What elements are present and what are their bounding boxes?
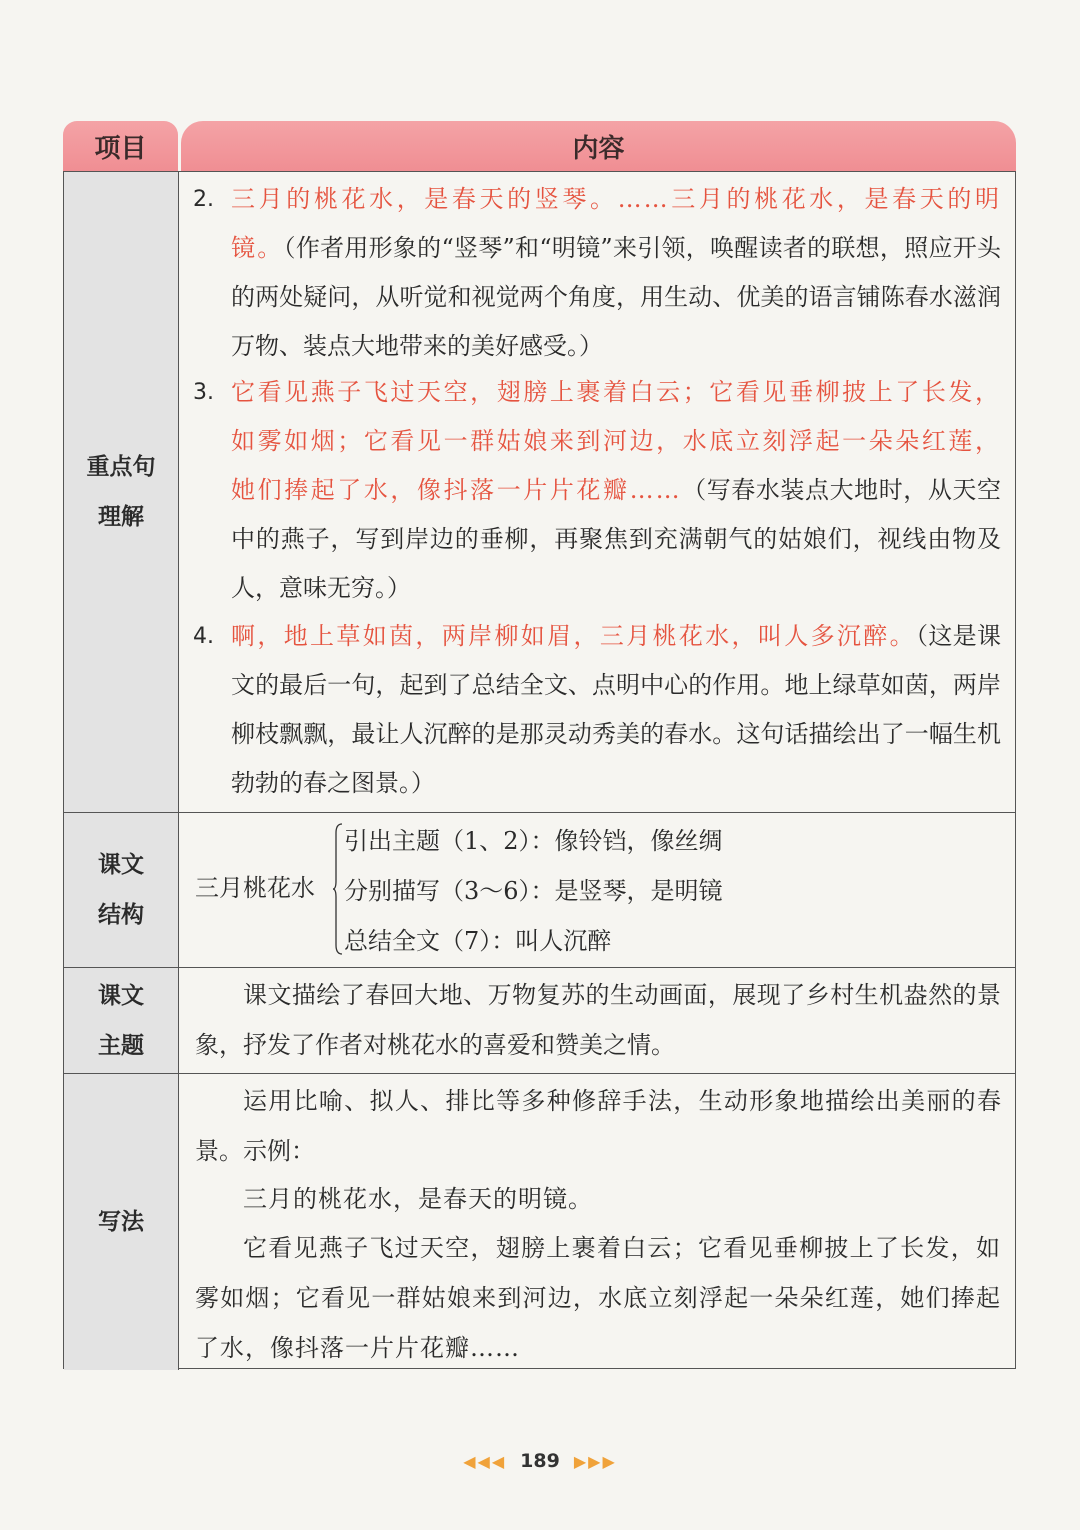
key-sentence-item — [193, 175, 1001, 371]
label-line: 主题 — [98, 1032, 144, 1059]
theme-text: 课文描绘了春回大地、万物复苏的生动画面，展现了乡村生机盎然的景象，抒发了作者对桃花水的喜爱和赞美之情。 — [195, 981, 1001, 1059]
row-label — [64, 172, 179, 812]
key-sentence-item — [193, 368, 1001, 613]
row-label — [64, 813, 179, 967]
structure-line: 总结全文（7）：叫人沉醉 — [344, 927, 612, 955]
writing-example: 三月的桃花水，是春天的明镜。 — [243, 1185, 593, 1213]
row-theme — [64, 968, 1015, 1074]
key-sentence-highlight: 啊，地上草如茵，两岸柳如眉，三月桃花水，叫人多沉醉。 — [231, 622, 916, 650]
row-content — [181, 1074, 1015, 1370]
next-arrows-icon: ▶▶▶ — [573, 1451, 617, 1471]
item-number: 2. — [193, 187, 214, 212]
key-sentence-note: （作者用形象的“竖琴”和“明镜”来引领，唤醒读者的联想，照应开头的两处疑问，从听觉和视觉两个角度，用生动、优美的语言铺陈春水滋润万物、装点大地带来的美好感受。） — [231, 234, 1002, 360]
header-item-column: 项目 — [63, 121, 178, 171]
row-content — [181, 172, 1015, 812]
structure-line: 分别描写（3～6）：是竖琴，是明镜 — [344, 877, 723, 905]
prev-arrows-icon: ◀◀◀ — [463, 1451, 507, 1471]
structure-line: 引出主题（1、2）：像铃铛，像丝绸 — [344, 827, 723, 855]
label-line: 结构 — [98, 902, 144, 928]
brace-icon — [333, 823, 343, 955]
key-sentence-note: （这是课文的最后一句，起到了总结全文、点明中心的作用。地上绿草如茵，两岸柳枝飘飘，最让人沉醉的是那灵动秀美的春水。这句话描绘出了一幅生机勃勃的春之图景。） — [231, 622, 1002, 797]
writing-intro: 运用比喻、拟人、排比等多种修辞手法，生动形象地描绘出美丽的春景。示例： — [195, 1087, 1001, 1165]
writing-example: 它看见燕子飞过天空，翅膀上裹着白云；它看见垂柳披上了长发，如雾如烟；它看见一群姑娘来到河边，水底立刻浮起一朵朵红莲，她们捧起了水，像抖落一片片花瓣…… — [195, 1234, 1001, 1362]
row-label — [64, 968, 179, 1073]
row-key-sentences — [64, 172, 1015, 813]
key-sentence-item — [193, 612, 1001, 808]
label-line: 课文 — [98, 852, 144, 878]
structure-title: 三月桃花水 — [195, 874, 315, 902]
label-line: 重点句 — [86, 454, 156, 480]
key-sentence-highlight: 它看见燕子飞过天空，翅膀上裹着白云；它看见垂柳披上了长发，如雾如烟；它看见一群姑娘来到河边，水底立刻浮起一朵朵红莲，她们捧起了水，像抖落一片片花瓣…… — [231, 378, 1001, 504]
header-content-column: 内容 — [181, 121, 1016, 171]
summary-table — [63, 171, 1016, 1369]
page-footer — [0, 1444, 1080, 1478]
key-sentence-highlight: 三月的桃花水，是春天的竖琴。……三月的桃花水，是春天的明镜。 — [231, 185, 1001, 262]
row-content — [181, 968, 1015, 1073]
item-number: 4. — [193, 624, 214, 649]
row-writing — [64, 1074, 1015, 1370]
label-line: 理解 — [98, 504, 144, 530]
item-number: 3. — [193, 380, 214, 405]
page-number: 189 — [520, 1450, 560, 1472]
row-content — [181, 813, 1015, 967]
label-line: 写法 — [98, 1209, 144, 1235]
label-line: 课文 — [98, 982, 144, 1009]
key-sentence-note: （写春水装点大地时，从天空中的燕子，写到岸边的垂柳，再聚焦到充满朝气的姑娘们，视线由物及人，意味无穷。） — [231, 476, 1002, 602]
row-structure — [64, 813, 1015, 968]
row-label — [64, 1074, 179, 1370]
